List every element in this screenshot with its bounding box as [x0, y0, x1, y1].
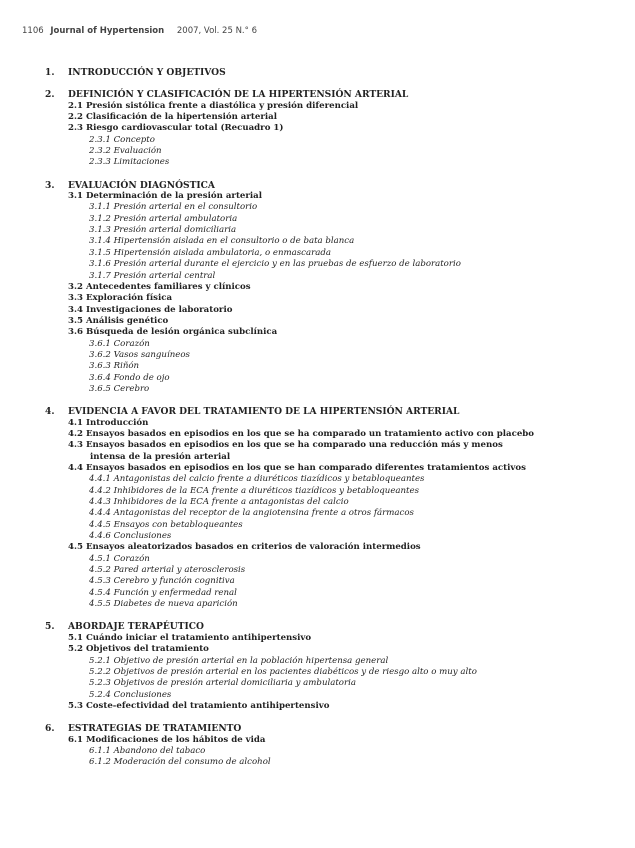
sub-subsection-entry [0, 656, 635, 667]
entry-text: 4.4.5 Ensayos con betabloqueantes [89, 519, 243, 530]
entry-text: intensa de la presión arterial [90, 451, 231, 462]
sub-subsection-entry [0, 497, 635, 508]
section-title: DEFINICIÓN Y CLASIFICACIÓN DE LA HIPERTENSIÓN ARTERIAL [68, 89, 409, 101]
entry-text: 3.6.2 Vasos sanguíneos [89, 349, 190, 360]
subsection-entry [0, 327, 635, 338]
entry-text: 3.6.3 Riñón [89, 361, 140, 372]
subsection-entry [0, 305, 635, 316]
sub-subsection-entry [0, 520, 635, 531]
section-title: EVIDENCIA A FAVOR DEL TRATAMIENTO DE LA HIPERTENSIÓN ARTERIAL [68, 406, 460, 418]
sub-subsection-entry [0, 135, 635, 146]
entry-text: 4.4.6 Conclusiones [89, 531, 172, 542]
entry-text: 4.4.2 Inhibidores de la ECA frente a diuréticos tiazídicos y betabloqueantes [89, 485, 420, 496]
subsection-entry [0, 463, 635, 474]
subsection-entry [0, 735, 635, 746]
entry-text: 3.1.2 Presión arterial ambulatoria [89, 213, 238, 224]
toc-section [0, 67, 635, 78]
section-heading [0, 406, 635, 417]
issue-info: 2007, Vol. 25 N.° 6 [176, 26, 257, 36]
entry-text: 6.1.2 Moderación del consumo de alcohol [89, 757, 271, 768]
toc-section [0, 180, 635, 396]
subsection-entry [0, 282, 635, 293]
entry-text: 6.1.1 Abandono del tabaco [89, 745, 206, 756]
sub-subsection-entry [0, 248, 635, 259]
entry-text: 3.5 Análisis genético [68, 315, 169, 326]
entry-text: 3.1 Determinación de la presión arterial [68, 191, 263, 202]
toc-section [0, 723, 635, 768]
section-number: 1. [45, 67, 55, 78]
toc-section [0, 621, 635, 712]
entry-text: 3.2 Antecedentes familiares y clínicos [68, 281, 251, 292]
journal-name: Journal of Hypertension [50, 26, 165, 36]
sub-subsection-entry [0, 214, 635, 225]
section-title: EVALUACIÓN DIAGNÓSTICA [68, 179, 215, 191]
entry-text: 4.2 Ensayos basados en episodios en los que se ha comparado un tratamiento activo con placebo [68, 428, 535, 439]
entry-text: 5.3 Coste-efectividad del tratamiento antihipertensivo [68, 700, 330, 711]
entry-text: 4.5 Ensayos aleatorizados basados en criterios de valoración intermedios [68, 542, 421, 553]
entry-text: 4.5.3 Cerebro y función cognitiva [89, 576, 235, 587]
subsection-entry [0, 112, 635, 123]
sub-subsection-entry [0, 146, 635, 157]
section-number: 6. [45, 723, 55, 735]
subsection-entry [0, 644, 635, 655]
entry-text: 4.3 Ensayos basados en episodios en los que se ha comparado una reducción más y menos [68, 440, 503, 451]
subsection-entry [0, 701, 635, 712]
subsection-entry [0, 316, 635, 327]
entry-text: 3.1.1 Presión arterial en el consultorio [89, 202, 258, 213]
sub-subsection-entry [0, 746, 635, 757]
sub-subsection-entry [0, 350, 635, 361]
sub-subsection-entry [0, 259, 635, 270]
section-heading [0, 621, 635, 632]
section-heading [0, 67, 635, 78]
sub-subsection-entry [0, 554, 635, 565]
entry-text: 4.5.2 Pared arterial y aterosclerosis [89, 565, 246, 576]
entry-text: 4.4.4 Antagonistas del receptor de la angiotensina frente a otros fármacos [89, 508, 414, 519]
subsection-entry [0, 191, 635, 202]
entry-text: 5.2.3 Objetivos de presión arterial domiciliaria y ambulatoria [89, 678, 356, 689]
section-title: INTRODUCCIÓN Y OBJETIVOS [68, 67, 226, 78]
sub-subsection-entry [0, 576, 635, 587]
sub-subsection-entry [0, 565, 635, 576]
sub-subsection-entry [0, 508, 635, 519]
subsection-entry [0, 101, 635, 112]
subsection-entry [0, 429, 635, 440]
sub-subsection-entry [0, 225, 635, 236]
entry-text: 2.3.1 Concepto [89, 134, 155, 145]
entry-text: 2.2 Clasificación de la hipertensión arterial [68, 112, 277, 123]
sub-subsection-entry [0, 271, 635, 282]
subsection-entry [0, 293, 635, 304]
entry-text: 5.2.2 Objetivos de presión arterial en los pacientes diabéticos y de riesgo alto o muy alto [89, 666, 477, 677]
entry-text: 2.3 Riesgo cardiovascular total (Recuadro 1) [68, 123, 284, 134]
section-number: 5. [45, 621, 55, 633]
sub-subsection-entry [0, 588, 635, 599]
sub-subsection-entry [0, 236, 635, 247]
entry-text: 5.2.4 Conclusiones [89, 689, 172, 700]
sub-subsection-entry [0, 474, 635, 485]
section-number: 2. [45, 89, 55, 101]
entry-text: 6.1 Modificaciones de los hábitos de vida [68, 734, 266, 745]
sub-subsection-entry [0, 486, 635, 497]
entry-text: 2.1 Presión sistólica frente a diastólica y presión diferencial [68, 100, 359, 111]
sub-subsection-entry [0, 757, 635, 768]
sub-subsection-entry [0, 202, 635, 213]
entry-text: 4.1 Introducción [68, 417, 149, 428]
entry-text: 3.1.7 Presión arterial central [89, 270, 216, 281]
entry-text: 3.1.5 Hipertensión aislada ambulatoria, o enmascarada [89, 247, 331, 258]
section-title: ESTRATEGIAS DE TRATAMIENTO [68, 723, 242, 735]
running-header [22, 26, 257, 36]
sub-subsection-entry [0, 678, 635, 689]
sub-subsection-entry [0, 599, 635, 610]
sub-subsection-entry [0, 667, 635, 678]
section-number: 3. [45, 179, 55, 191]
entry-text: 3.3 Exploración física [68, 293, 173, 304]
sub-subsection-entry [0, 384, 635, 395]
section-title: ABORDAJE TERAPÉUTICO [68, 621, 204, 633]
entry-text: 2.3.3 Limitaciones [89, 157, 170, 168]
entry-text: 4.4.1 Antagonistas del calcio frente a diuréticos tiazídicos y betabloqueantes [89, 474, 425, 485]
entry-text: 3.6 Búsqueda de lesión orgánica subclínica [68, 327, 278, 338]
entry-text: 5.1 Cuándo iniciar el tratamiento antihipertensivo [68, 632, 312, 643]
sub-subsection-entry [0, 361, 635, 372]
entry-text: 3.1.4 Hipertensión aislada en el consultorio o de bata blanca [89, 236, 355, 247]
sub-subsection-entry [0, 690, 635, 701]
entry-text: 3.1.3 Presión arterial domiciliaria [89, 225, 237, 236]
entry-text: 4.5.5 Diabetes de nueva aparición [89, 599, 238, 610]
entry-text: 3.6.5 Cerebro [89, 383, 150, 394]
entry-text: 4.5.1 Corazón [89, 553, 150, 564]
section-number: 4. [45, 406, 55, 418]
entry-text: 3.6.1 Corazón [89, 338, 150, 349]
entry-text: 3.4 Investigaciones de laboratorio [68, 304, 233, 315]
subsection-entry [0, 542, 635, 553]
section-heading [0, 89, 635, 100]
subsection-entry [0, 123, 635, 134]
entry-text: 5.2 Objetivos del tratamiento [68, 644, 209, 655]
entry-text: 4.5.4 Función y enfermedad renal [89, 587, 237, 598]
subsection-entry [0, 418, 635, 429]
sub-subsection-entry [0, 373, 635, 384]
sub-subsection-entry [0, 157, 635, 168]
page-number: 1106 [22, 26, 44, 36]
entry-text: 3.6.4 Fondo de ojo [89, 372, 170, 383]
entry-text: 4.4.3 Inhibidores de la ECA frente a antagonistas del calcio [89, 497, 349, 508]
sub-subsection-entry [0, 339, 635, 350]
toc-section [0, 89, 635, 168]
entry-text: 3.1.6 Presión arterial durante el ejercicio y en las pruebas de esfuerzo de laboratorio [89, 259, 461, 270]
section-heading [0, 180, 635, 191]
subsection-entry [0, 633, 635, 644]
entry-text: 2.3.2 Evaluación [89, 146, 162, 157]
subsection-entry [0, 440, 635, 451]
entry-text: 5.2.1 Objetivo de presión arterial en la población hipertensa general [89, 655, 389, 666]
subsection-entry [0, 452, 635, 463]
sub-subsection-entry [0, 531, 635, 542]
table-of-contents [0, 67, 635, 780]
entry-text: 4.4 Ensayos basados en episodios en los que se han comparado diferentes tratamientos activos [68, 463, 526, 473]
section-heading [0, 723, 635, 734]
toc-section [0, 406, 635, 610]
